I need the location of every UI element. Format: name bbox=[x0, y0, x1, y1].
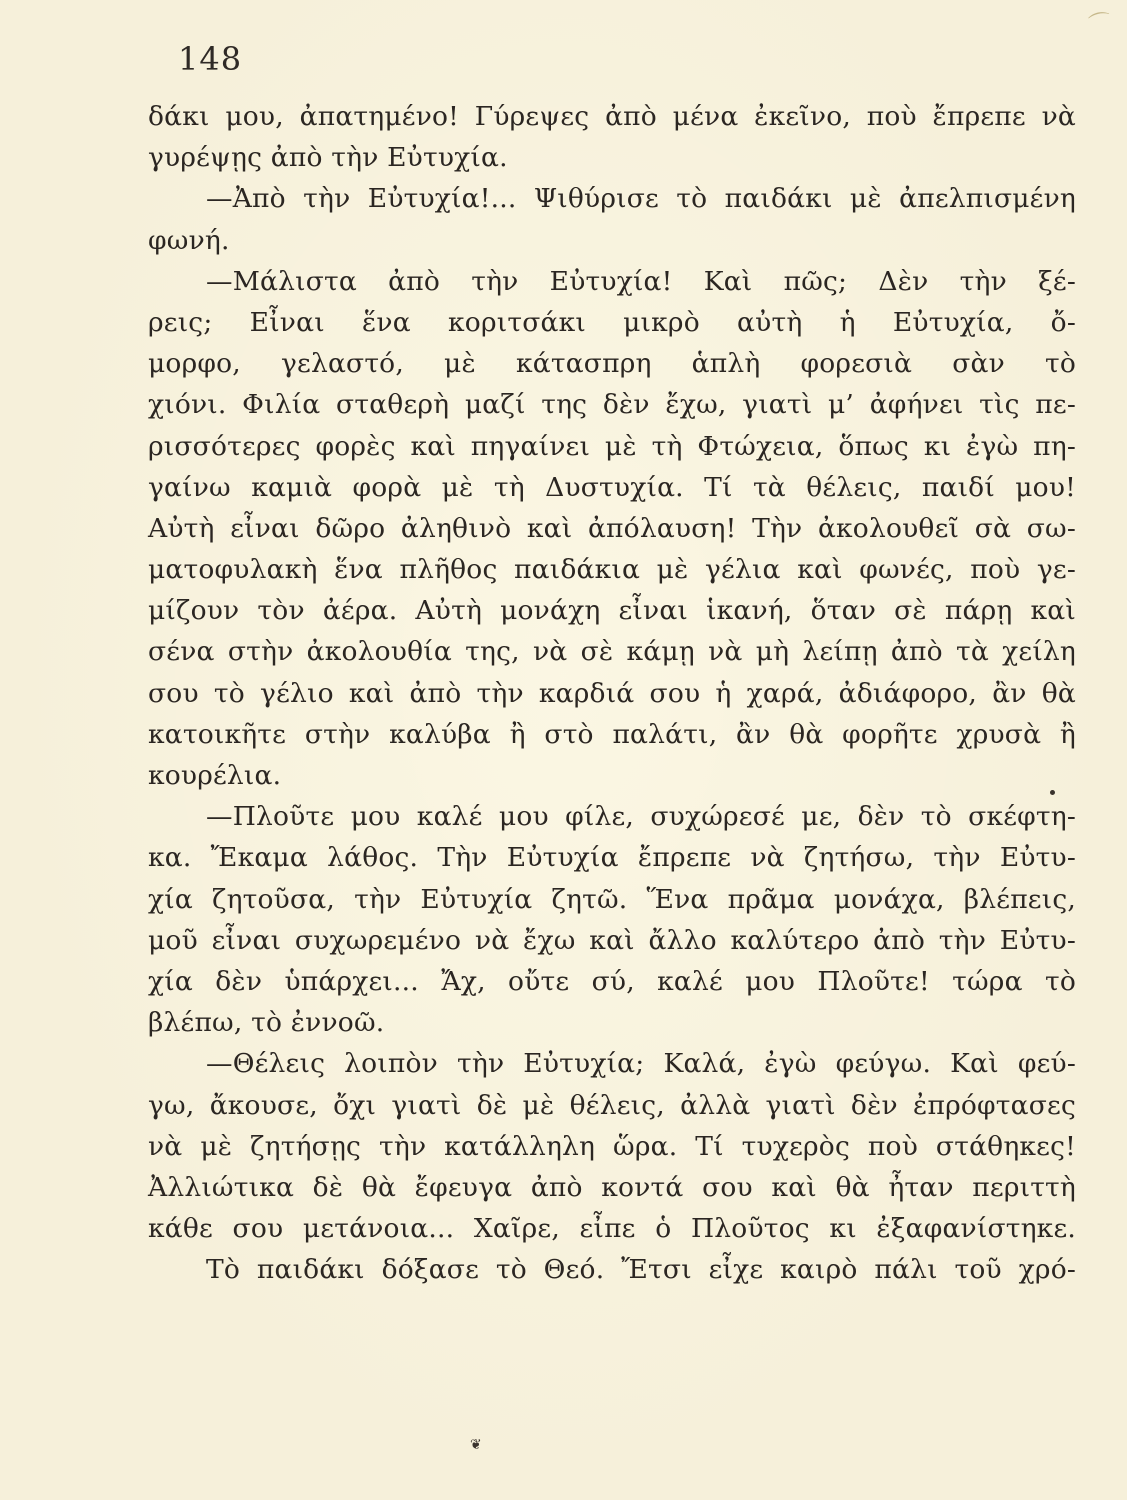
text-line: νὰ μὲ ζητήσῃς τὴν κατάλληλη ὥρα. Τί τυχερὸς ποὺ στάθηκες! bbox=[148, 1130, 1076, 1162]
text-line: σου τὸ γέλιο καὶ ἀπὸ τὴν καρδιά σου ἡ χαρά, ἀδιάφορο, ἂν θὰ bbox=[148, 677, 1076, 709]
text-line: γω, ἄκουσε, ὄχι γιατὶ δὲ μὲ θέλεις, ἀλλὰ γιατὶ δὲν ἐπρόφτασες bbox=[148, 1089, 1076, 1121]
text-line: γυρέψῃς ἀπὸ τὴν Εὐτυχία. bbox=[148, 142, 508, 174]
text-line: Αὐτὴ εἶναι δῶρο ἀληθινὸ καὶ ἀπόλαυση! Τὴν ἀκολουθεῖ σὰ σω- bbox=[148, 512, 1076, 544]
text-line: Τὸ παιδάκι δόξασε τὸ Θεό. Ἔτσι εἶχε καιρὸ πάλι τοῦ χρό- bbox=[206, 1254, 1076, 1286]
text-line: δάκι μου, ἀπατημένο! Γύρεψες ἀπὸ μένα ἐκεῖνο, ποὺ ἔπρεπε νὰ bbox=[148, 101, 1076, 132]
ink-ornament: ❦ bbox=[470, 1437, 482, 1453]
text-line: ρισσότερες φορὲς καὶ πηγαίνει μὲ τὴ Φτώχεια, ὅπως κι ἐγὼ πη- bbox=[148, 430, 1076, 462]
text-line: μίζουν τὸν ἀέρα. Αὐτὴ μονάχη εἶναι ἱκανή, ὅταν σὲ πάρῃ καὶ bbox=[148, 595, 1076, 627]
text-line: χία ζητοῦσα, τὴν Εὐτυχία ζητῶ. Ἕνα πρᾶμα μονάχα, βλέπεις, bbox=[148, 883, 1076, 915]
text-line: ρεις; Εἶναι ἕνα κοριτσάκι μικρὸ αὐτὴ ἡ Εὐτυχία, ὄ- bbox=[148, 306, 1076, 338]
text-line: —Μάλιστα ἀπὸ τὴν Εὐτυχία! Καὶ πῶς; Δὲν τὴν ξέ- bbox=[206, 265, 1076, 297]
body-text bbox=[148, 96, 1076, 1290]
text-line: βλέπω, τὸ ἐννοῶ. bbox=[148, 1007, 385, 1039]
text-line: γαίνω καμιὰ φορὰ μὲ τὴ Δυστυχία. Τί τὰ θέλεις, παιδί μου! bbox=[148, 471, 1076, 503]
page-number: 148 bbox=[178, 40, 243, 78]
text-line: κα. Ἔκαμα λάθος. Τὴν Εὐτυχία ἔπρεπε νὰ ζητήσω, τὴν Εὐτυ- bbox=[148, 842, 1076, 874]
text-line: ματοφυλακὴ ἕνα πλῆθος παιδάκια μὲ γέλια καὶ φωνές, ποὺ γε- bbox=[148, 554, 1076, 586]
text-line: μοῦ εἶναι συχωρεμένο νὰ ἔχω καὶ ἄλλο καλύτερο ἀπὸ τὴν Εὐτυ- bbox=[148, 924, 1076, 956]
text-line: Ἀλλιώτικα δὲ θὰ ἔφευγα ἀπὸ κοντά σου καὶ θὰ ἦταν περιττὴ bbox=[148, 1171, 1076, 1203]
text-line: κάθε σου μετάνοια... Χαῖρε, εἶπε ὁ Πλοῦτος κι ἐξαφανίστηκε. bbox=[148, 1213, 1076, 1245]
text-line: σένα στὴν ἀκολουθία της, νὰ σὲ κάμῃ νὰ μὴ λείπῃ ἀπὸ τὰ χείλη bbox=[148, 636, 1076, 668]
ink-speck bbox=[1050, 790, 1055, 795]
text-line: —Θέλεις λοιπὸν τὴν Εὐτυχία; Καλά, ἐγὼ φεύγω. Καὶ φεύ- bbox=[206, 1048, 1076, 1080]
text-line: —Πλοῦτε μου καλέ μου φίλε, συχώρεσέ με, δὲν τὸ σκέφτη- bbox=[206, 801, 1076, 833]
text-line: —Ἀπὸ τὴν Εὐτυχία!... Ψιθύρισε τὸ παιδάκι μὲ ἀπελπισμένη bbox=[206, 183, 1076, 215]
text-line: κουρέλια. bbox=[148, 760, 282, 791]
pencil-mark: ⌒ bbox=[1087, 9, 1114, 39]
text-line: χιόνι. Φιλία σταθερὴ μαζί της δὲν ἔχω, γιατὶ μ’ ἀφήνει τὶς πε- bbox=[148, 389, 1076, 421]
text-line: μορφο, γελαστό, μὲ κάτασπρη ἁπλὴ φορεσιὰ σὰν τὸ bbox=[148, 348, 1076, 380]
text-line: χία δὲν ὑπάρχει... Ἄχ, οὔτε σύ, καλέ μου Πλοῦτε! τώρα τὸ bbox=[148, 965, 1076, 997]
text-line: κατοικῆτε στὴν καλύβα ἢ στὸ παλάτι, ἂν θὰ φορῆτε χρυσὰ ἢ bbox=[148, 718, 1076, 750]
text-line: φωνή. bbox=[148, 224, 230, 256]
